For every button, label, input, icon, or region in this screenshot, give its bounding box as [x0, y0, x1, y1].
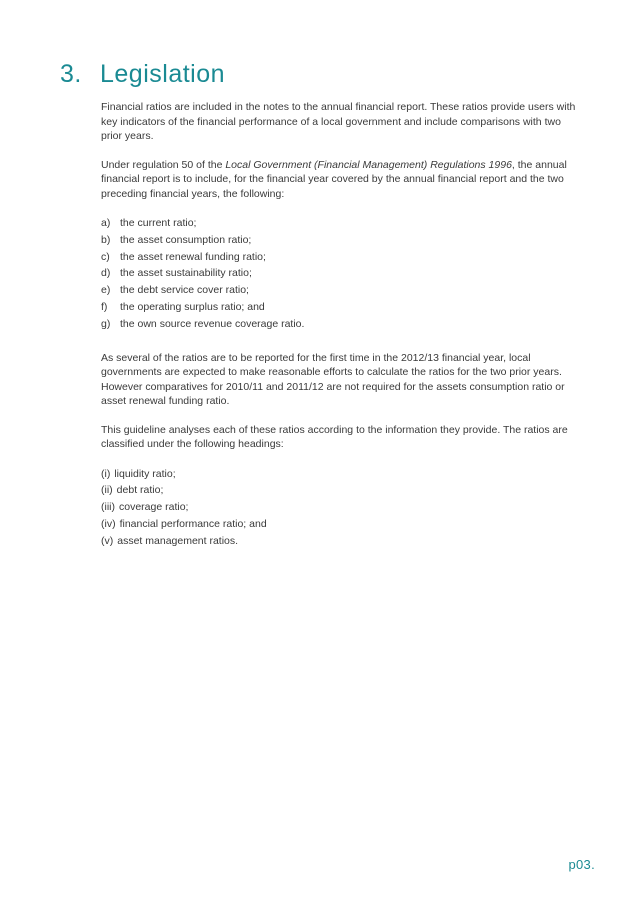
section-number: 3. [60, 60, 82, 88]
list-item-text: the asset sustainability ratio; [120, 267, 252, 280]
regulation-text-after: , the annual financial report is to include, for the financial year covered by the annual financial report and the two preceding financial years, the following: [101, 158, 567, 200]
list-item-text: the current ratio; [120, 217, 197, 229]
list-item [101, 499, 581, 516]
list-item [101, 249, 581, 266]
list-item [101, 265, 581, 282]
list-marker: g) [101, 317, 111, 330]
list-item-text: the debt service cover ratio; [120, 284, 249, 297]
body-content [101, 100, 581, 568]
list-item [101, 482, 581, 499]
list-item [101, 282, 581, 299]
guideline-paragraph: This guideline analyses each of these ratios according to the information they provide. The ratios are classified under the following headings: [101, 423, 568, 451]
list-marker: a) [101, 217, 111, 229]
list-item [101, 533, 581, 550]
list-item [101, 466, 581, 483]
list-item [101, 232, 581, 249]
intro-paragraph: Financial ratios are included in the notes to the annual financial report. These ratios provide users with key indicators of the financial performance of a local government and include comparisons with two prior years. [101, 101, 576, 142]
list-item [101, 316, 581, 333]
list-item-text: the operating surplus ratio; and [120, 300, 265, 313]
list-marker: c) [101, 250, 110, 263]
list-marker: b) [101, 233, 111, 246]
list-item [101, 516, 581, 533]
list-item-text: the asset renewal funding ratio; [120, 250, 266, 263]
list-marker: d) [101, 267, 111, 280]
section-heading [60, 60, 225, 89]
list-item-text: debt ratio; [116, 484, 164, 497]
list-marker: (v) [101, 534, 114, 547]
list-item-text: the own source revenue coverage ratio. [120, 317, 305, 330]
headings-list [101, 466, 581, 550]
list-item-text: the asset consumption ratio; [120, 233, 252, 246]
list-marker: (ii) [101, 484, 113, 497]
several-ratios-paragraph: As several of the ratios are to be reported for the first time in the 2012/13 financial year, local governments are expected to make reasonable efforts to calculate the ratios for the two prior years. However comparatives for 2010/11 and 2011/12 are not required for the assets consumption ratio or asset renewal funding ratio. [101, 351, 565, 408]
regulation-text-before: Under regulation 50 of the [101, 158, 226, 171]
list-item-text: financial performance ratio; and [119, 517, 267, 530]
list-item-text: coverage ratio; [119, 501, 189, 514]
ratios-list [101, 215, 581, 333]
page-number: p03. [568, 857, 595, 872]
list-item [101, 299, 581, 316]
regulation-title: Local Government (Financial Management) Regulations 1996 [225, 158, 512, 171]
regulation-paragraph [101, 158, 581, 202]
section-title: Legislation [100, 60, 226, 88]
list-marker: e) [101, 284, 111, 297]
list-marker: (iv) [101, 517, 116, 530]
list-item [101, 215, 581, 232]
list-marker: (i) [101, 467, 111, 480]
list-marker: f) [101, 300, 108, 313]
list-item-text: asset management ratios. [117, 534, 239, 547]
list-marker: (iii) [101, 501, 115, 514]
list-item-text: liquidity ratio; [114, 467, 176, 480]
